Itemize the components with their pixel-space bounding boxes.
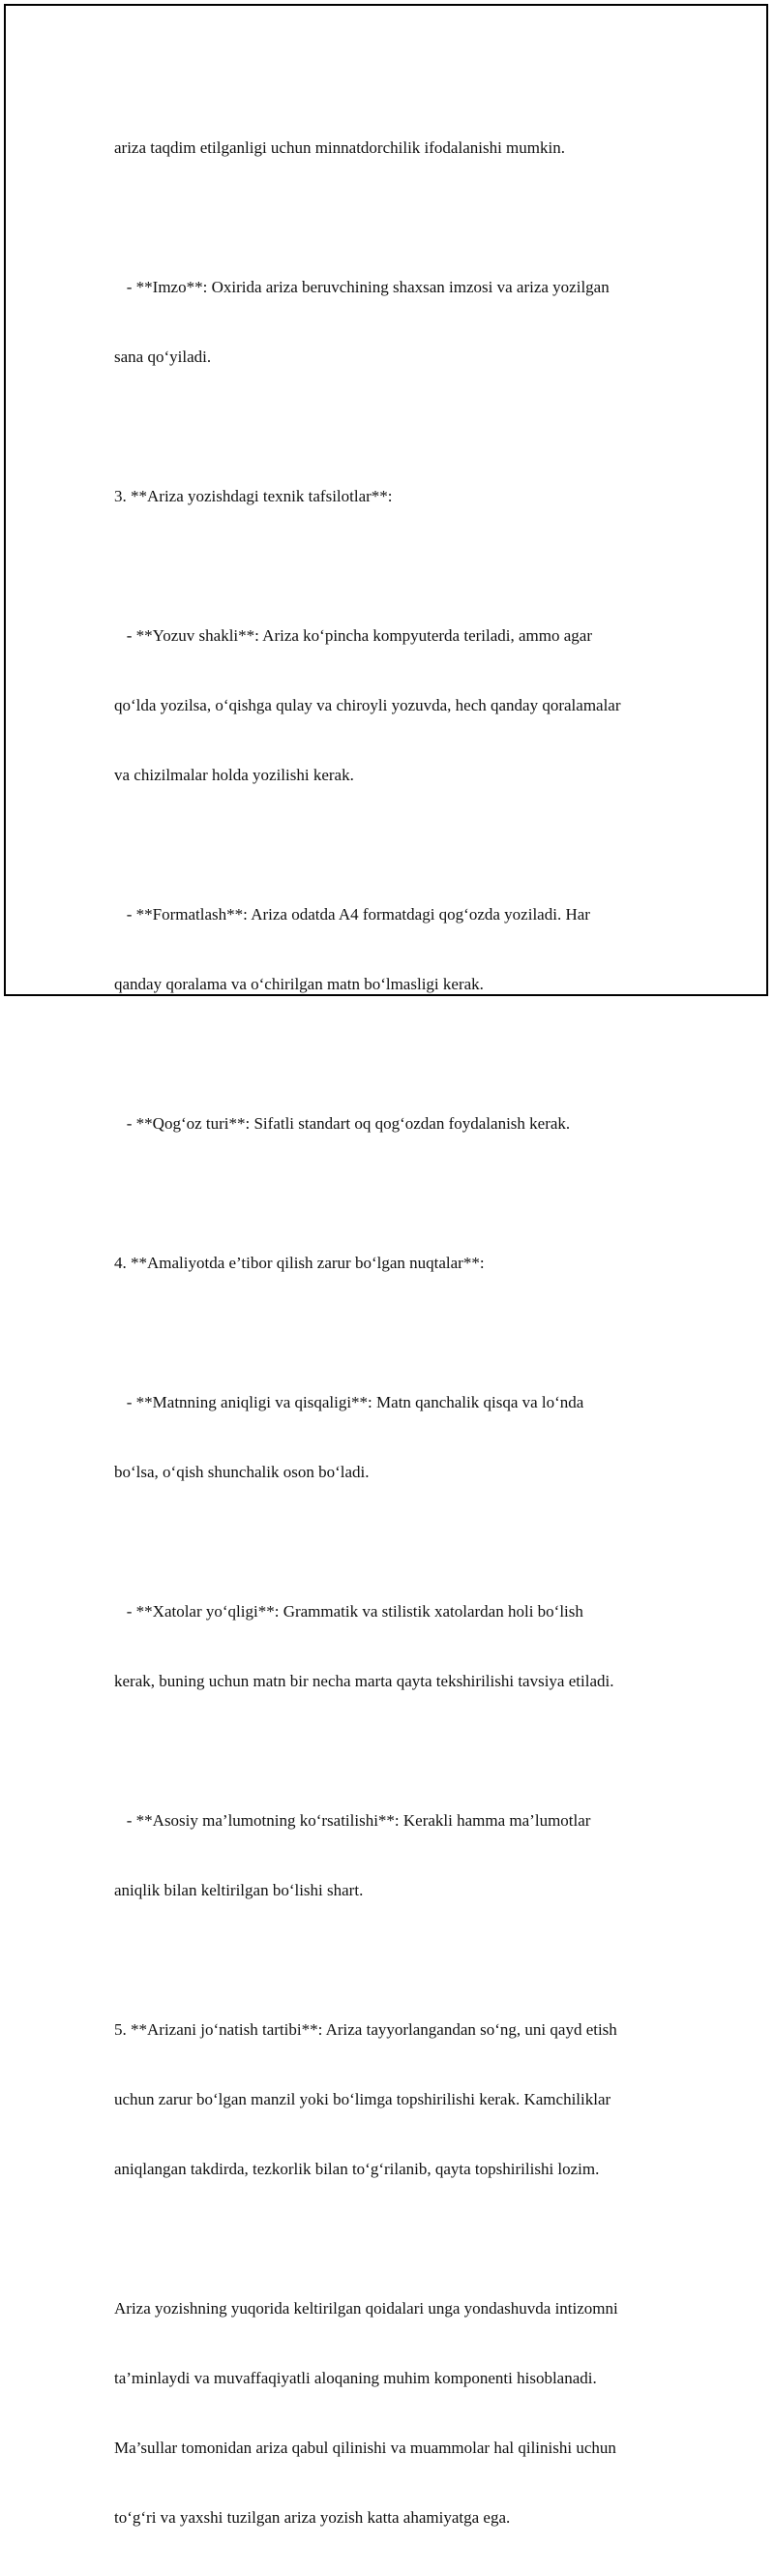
text-line: kerak, buning uchun matn bir necha marta qayta tekshirilishi tavsiya etiladi. <box>114 1672 614 1690</box>
paragraph-conclusion <box>114 2251 668 2576</box>
text-line: qo‘lda yozilsa, o‘qishga qulay va chiroyli yozuvda, hech qanday qoralamalar <box>114 696 621 714</box>
document-body <box>114 90 668 2576</box>
text-line: - **Qog‘oz turi**: Sifatli standart oq qog‘ozdan foydalanish kerak. <box>114 1114 571 1133</box>
text-line: 4. **Amaliyotda e’tibor qilish zarur bo‘lgan nuqtalar**: <box>114 1254 485 1272</box>
text-line: - **Matnning aniqligi va qisqaligi**: Matn qanchalik qisqa va lo‘nda <box>114 1393 584 1411</box>
text-line: to‘g‘ri va yaxshi tuzilgan ariza yozish katta ahamiyatga ega. <box>114 2508 511 2527</box>
section-sending-procedure <box>114 1972 668 2227</box>
paragraph-no-errors <box>114 1554 668 1740</box>
text-line: Ariza yozishning yuqorida keltirilgan qoidalari unga yondashuvda intizomni <box>114 2299 618 2318</box>
text-line: 3. **Ariza yozishdagi texnik tafsilotlar**: <box>114 487 393 505</box>
paragraph-paper-type <box>114 1066 668 1182</box>
text-line: bo‘lsa, o‘qish shunchalik oson bo‘ladi. <box>114 1463 370 1481</box>
text-line: 5. **Arizani jo‘natish tartibi**: Ariza tayyorlangandan so‘ng, uni qayd etish <box>114 2020 617 2039</box>
text-line: qanday qoralama va o‘chirilgan matn bo‘lmasligi kerak. <box>114 975 484 993</box>
text-line: - **Xatolar yo‘qligi**: Grammatik va stilistik xatolardan holi bo‘lish <box>114 1602 583 1621</box>
text-line: uchun zarur bo‘lgan manzil yoki bo‘limga topshirilishi kerak. Kamchiliklar <box>114 2090 611 2108</box>
text-line: va chizilmalar holda yozilishi kerak. <box>114 766 354 784</box>
text-line: aniqlangan takdirda, tezkorlik bilan to‘g‘rilanib, qayta topshirilishi lozim. <box>114 2160 600 2178</box>
paragraph-gratitude <box>114 90 668 206</box>
section-heading-technical-details <box>114 439 668 555</box>
section-heading-practical-points <box>114 1205 668 1321</box>
text-line: sana qo‘yiladi. <box>114 348 212 366</box>
paragraph-main-info <box>114 1763 668 1949</box>
text-line: ta’minlaydi va muvaffaqiyatli aloqaning muhim komponenti hisoblanadi. <box>114 2369 597 2387</box>
text-line: Ma’sullar tomonidan ariza qabul qilinishi va muammolar hal qilinishi uchun <box>114 2439 616 2457</box>
text-line: - **Asosiy ma’lumotning ko‘rsatilishi**: Kerakli hamma ma’lumotlar <box>114 1811 591 1830</box>
text-line: ariza taqdim etilganligi uchun minnatdorchilik ifodalanishi mumkin. <box>114 138 565 157</box>
text-line: - **Formatlash**: Ariza odatda A4 formatdagi qog‘ozda yoziladi. Har <box>114 905 590 924</box>
paragraph-signature <box>114 229 668 415</box>
text-line: aniqlik bilan keltirilgan bo‘lishi shart. <box>114 1881 364 1899</box>
paragraph-formatting <box>114 857 668 1043</box>
text-line: - **Imzo**: Oxirida ariza beruvchining shaxsan imzosi va ariza yozilgan <box>114 278 610 296</box>
text-line: - **Yozuv shakli**: Ariza ko‘pincha kompyuterda teriladi, ammo agar <box>114 626 592 645</box>
paragraph-clarity <box>114 1345 668 1530</box>
paragraph-writing-form <box>114 578 668 833</box>
